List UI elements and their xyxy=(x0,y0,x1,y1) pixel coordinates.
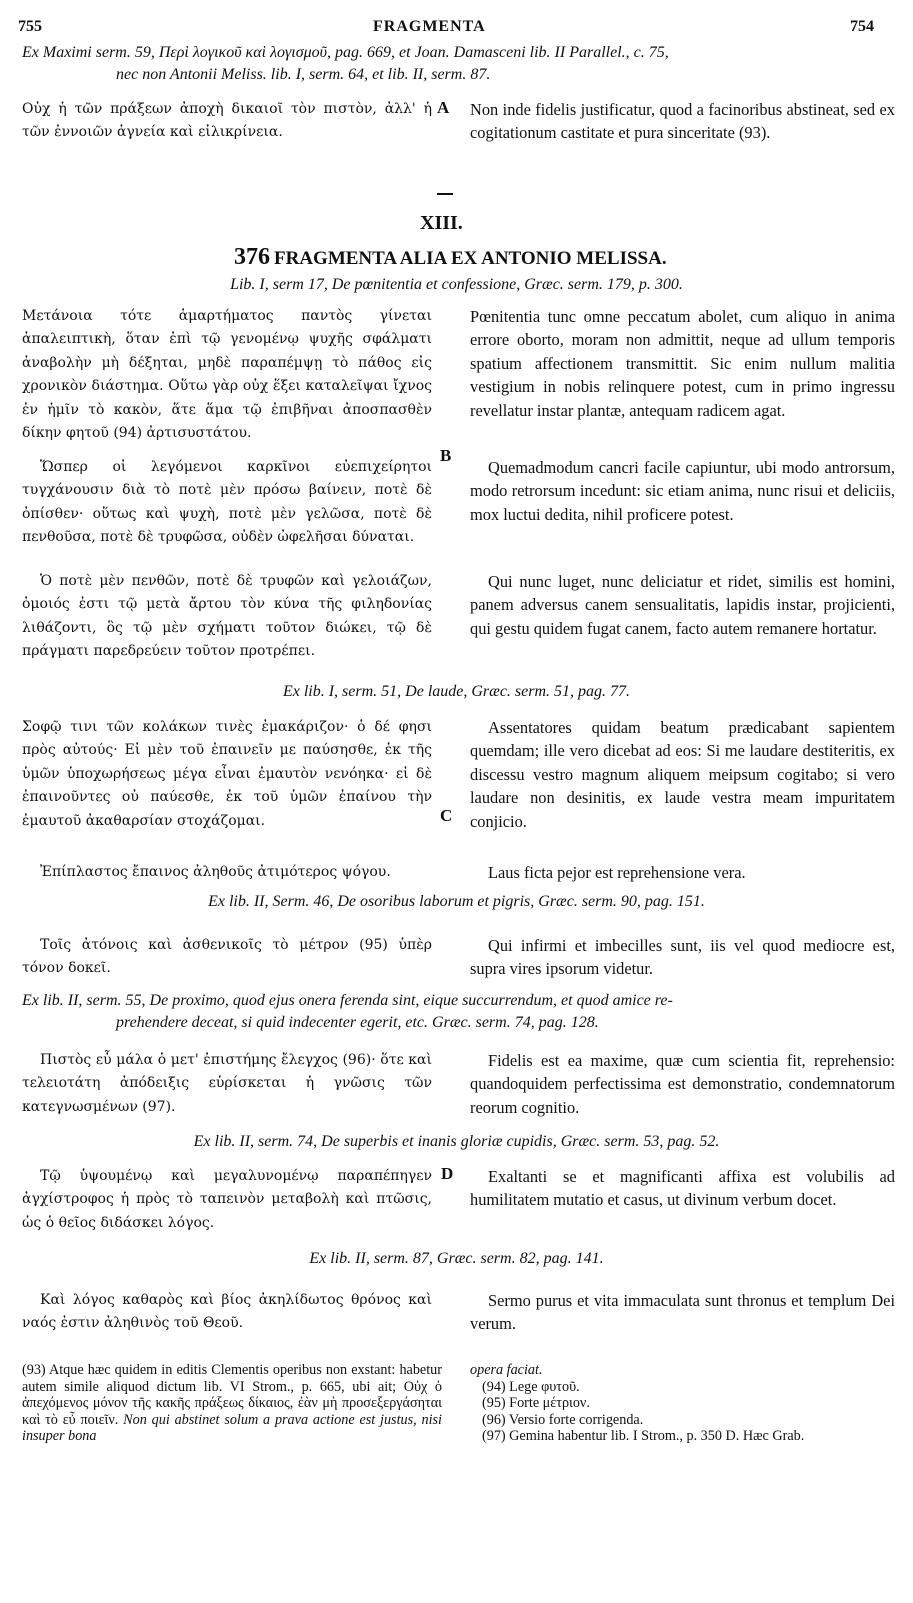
greek-p5: Ἐπίπλαστος ἔπαινος ἀληθοῦς ἀτιμότερος ψόγου. xyxy=(40,864,391,880)
item-number: 376 xyxy=(234,244,270,270)
latin-p2: Quemadmodum cancri facile capiuntur, ubi modo antrorsum, modo retrorsum incedunt: sic etiam anima, nunc risui et deliciis, mox luctui dedita, nihil proficere potest. xyxy=(470,458,895,524)
latin-p8: Exaltanti se et magnificanti affixa est volubilis ad humilitatem mutatio et casus, ut divinum verbum docet. xyxy=(470,1167,895,1210)
footnote-94: (94) Lege φυτοῦ. xyxy=(482,1378,580,1395)
source-4-line1: Ex lib. II, serm. 55, De proximo, quod ejus onera ferenda sint, eique succurrendum, et quod amice re- xyxy=(22,992,673,1009)
intro-source-line1: Ex Maximi serm. 59, Περὶ λογικοῦ καὶ λογισμοῦ, pag. 669, et Joan. Damasceni lib. II Parallel., c. 75, xyxy=(22,44,669,61)
latin-p9: Sermo purus et vita immaculata sunt thronus et templum Dei verum. xyxy=(470,1291,895,1334)
greek-p1: Μετάνοια τότε ἁμαρτήματος παντὸς γίνεται ἀπαλειπτικὴ, ὅταν ἐπὶ τῷ γενομένῳ ψυχῆς σφάλματι ἀναβολὴν μὴ δέξηται, μηδὲ παραπέμψῃ τὸ πάθος εἰς χρονικὸν διάστημα. Οὕτω γὰρ οὐχ ἕξει καταλεῖψαι ἴχνος ἐν ἡμῖν τὸ κακὸν, ἅτε ἅμα τῷ ἐπιβῆναι ἀποσπασθὲν δίκην φητοῦ (94) ἀρτισυστάτου. xyxy=(22,308,432,442)
latin-p1: Pœnitentia tunc omne peccatum abolet, cum aliquo in anima errore oborto, moram non admittit, neque ad ullum temporis spatium affectionem transmittit. Sic enim nullum malitia vestigium in nobis relinquere potest, cum in primo ingressu revellatur instar plantæ, antequam radicem agat. xyxy=(470,307,895,420)
intro-greek: Οὐχ ἡ τῶν πράξεων ἀποχὴ δικαιοῖ τὸν πιστὸν, ἀλλ' ἡ τῶν ἐννοιῶν ἁγνεία καὶ εἰλικρίνεια. xyxy=(22,101,432,141)
source-1: Lib. I, serm 17, De pœnitentia et confessione, Græc. serm. 179, p. 300. xyxy=(230,276,683,293)
footnote-97: (97) Gemina habentur lib. I Strom., p. 350 D. Hæc Grab. xyxy=(482,1428,805,1445)
latin-p5: Laus ficta pejor est reprehensione vera. xyxy=(488,863,746,882)
source-6: Ex lib. II, serm. 87, Græc. serm. 82, pag. 141. xyxy=(309,1250,604,1267)
footnotes-right xyxy=(470,1362,895,1445)
greek-p2: Ὥσπερ οἱ λεγόμενοι καρκῖνοι εὐεπιχείρητοι τυγχάνουσιν διὰ τὸ ποτὲ μὲν πρόσω βαίνειν, ποτὲ δὲ ὀπίσθεν· οὕτως καὶ ψυχὴ, ποτὲ μὲν γελῶσα, ποτὲ δὲ πενθοῦσα, ποτὲ δὲ τρυφῶσα, οὐδὲν ὠφελῆσαι δύναται. xyxy=(22,459,432,546)
latin-p6: Qui infirmi et imbecilles sunt, iis vel quod mediocre est, supra vires ipsorum videtur. xyxy=(470,936,895,979)
greek-p7: Πιστὸς εὖ μάλα ὁ μετ' ἐπιστήμης ἔλεγχος (96)· ὅτε καὶ τελειοτάτη ἀπόδειξις εὑρίσκεται ἡ γνῶσις τῶν κατεγνωσμένων (97). xyxy=(22,1052,432,1115)
footnote-93-text: (93) Atque hæc quidem in editis Clementis operibus non exstant: habetur autem simile aliquod dictum lib. VI Strom., p. 665, ubi ait; Οὐχ ὁ ἀπεχόμενος μόνον τῆς κακῆς πράξεως δίκαιος, ἐὰν μὴ προσεξεργάσηται καὶ τὸ εὖ ποιεῖν. xyxy=(22,1362,442,1428)
section-number: XIII. xyxy=(420,212,463,234)
page-number-right: 754 xyxy=(850,18,874,35)
greek-p3: Ὁ ποτὲ μὲν πενθῶν, ποτὲ δὲ τρυφῶν καὶ γελοιάζων, ὁμοιός ἐστι τῷ μετὰ ἄρτου τὸν κύνα τῆς φιληδονίας λιθάζοντι, ὃς τῷ μὲν σχήματι τοῦτον διώκει, τῷ δὲ πράγματι παρεδρεύειν τοῦτον προτρέπει. xyxy=(22,573,432,660)
latin-p4: Assentatores quidam beatum prædicabant sapientem quemdam; ille vero dicebat ad eos: Si me laudare destiteritis, ex discessu vestro magnum aliquem meipsum cogitabo; si vero laudare non desinitis, ex laude vestra meam impuritatem conjicio. xyxy=(470,718,895,831)
footnote-95: (95) Forte μέτριον. xyxy=(482,1395,590,1412)
margin-letter-b: B xyxy=(440,446,452,465)
greek-p8: Τῷ ὑψουμένῳ καὶ μεγαλυνομένῳ παραπέπηγεν ἀγχίστροφος ἡ πρὸς τὸ ταπεινὸν μεταβολὴ καὶ πτῶσις, ὡς ὁ θεῖος διδάσκει λόγος. xyxy=(22,1168,432,1231)
intro-latin: Non inde fidelis justificatur, quod a facinoribus abstineat, sed ex cogitationum castitate et pura sinceritate (93). xyxy=(470,100,895,143)
latin-p3: Qui nunc luget, nunc deliciatur et ridet, similis est homini, panem adversus canem sensualitatis, lapidis instar, projicienti, qui gestu quidem fugat canem, facto autem remanere hortatur. xyxy=(470,572,895,638)
section-heading xyxy=(234,244,667,271)
footnote-93 xyxy=(22,1362,442,1445)
margin-letter-a: A xyxy=(437,98,450,117)
intro-source-line2: nec non Antonii Meliss. lib. I, serm. 64, et lib. II, serm. 87. xyxy=(116,66,491,83)
greek-p4: Σοφῷ τινι τῶν κολάκων τινὲς ἐμακάριζον· ὁ δέ φησι πρὸς αὐτούς· Εἰ μὲν τοῦ ἐπαινεῖν με παύσησθε, ἐκ τῆς ὑμῶν ὑποχωρήσεως μέγα εἶναι ἐμαυτὸν νενόηκα· εἰ δὲ ἐπαινοῦντες οὐ παύεσθε, ἐκ τοῦ ὑμῶν ἐπαίνου τὴν ἐμαυτοῦ ἀκαθαρσίαν στοχάζομαι. xyxy=(22,719,432,829)
footnote-93-latin: Non qui abstinet solum a prava actione est justus, nisi insuper bona xyxy=(22,1411,442,1445)
footnote-continuation: opera faciat. xyxy=(470,1362,543,1378)
source-3: Ex lib. II, Serm. 46, De osoribus laborum et pigris, Græc. serm. 90, pag. 151. xyxy=(208,893,705,910)
greek-p6: Τοῖς ἀτόνοις καὶ ἀσθενικοῖς τὸ μέτρον (95) ὑπὲρ τόνον δοκεῖ. xyxy=(22,937,432,977)
margin-letter-d: D xyxy=(441,1164,454,1183)
running-title: FRAGMENTA xyxy=(373,18,486,35)
footnote-96: (96) Versio forte corrigenda. xyxy=(482,1411,644,1428)
latin-p7: Fidelis est ea maxime, quæ cum scientia fit, reprehensio: quandoquidem perfectissima est demonstratio, condemnatorum reorum cognitio. xyxy=(470,1051,895,1117)
source-4-line2: prehendere deceat, si quid indecenter egerit, etc. Græc. serm. 74, pag. 128. xyxy=(116,1014,599,1031)
section-title: FRAGMENTA ALIA EX ANTONIO MELISSA. xyxy=(274,248,667,269)
source-2: Ex lib. I, serm. 51, De laude, Græc. serm. 51, pag. 77. xyxy=(282,683,631,700)
page-number-left: 755 xyxy=(18,18,42,35)
section-divider xyxy=(437,193,453,195)
margin-letter-c: C xyxy=(440,806,453,825)
source-5: Ex lib. II, serm. 74, De superbis et inanis gloriæ cupidis, Græc. serm. 53, pag. 52. xyxy=(193,1133,720,1150)
greek-p9: Καὶ λόγος καθαρὸς καὶ βίος ἀκηλίδωτος θρόνος καὶ ναός ἐστιν ἀληθινὸς τοῦ Θεοῦ. xyxy=(22,1292,432,1332)
